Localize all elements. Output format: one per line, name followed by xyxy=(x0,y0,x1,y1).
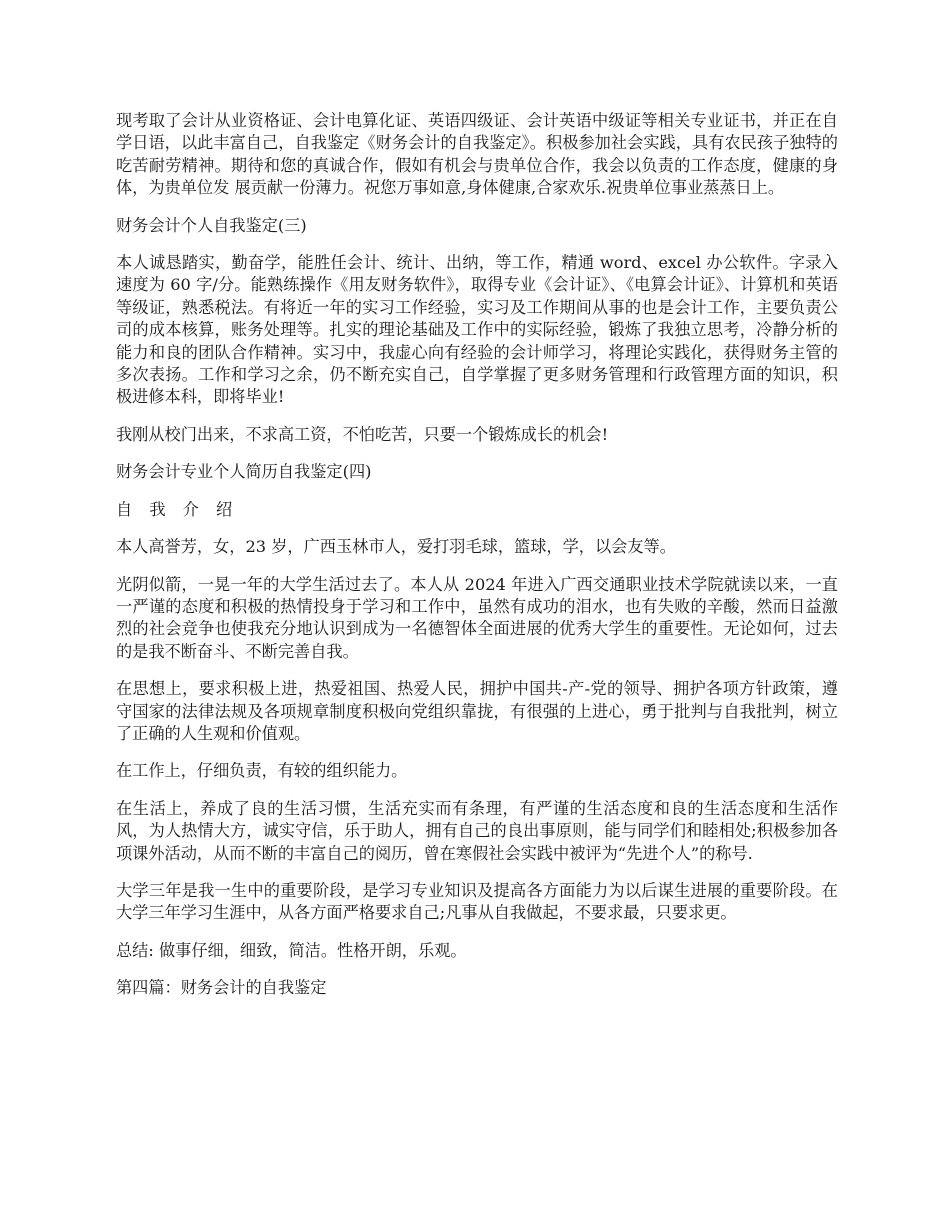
paragraph-three-years: 大学三年是我一生中的重要阶段，是学习专业知识及提高各方面能力为以后谋生进展的重要阶段。在大学三年学习生涯中，从各方面严格要求自己;凡事从自我做起，不要求最，只要求更。 xyxy=(116,880,838,923)
document-page xyxy=(116,110,838,1015)
paragraph-life: 在生活上，养成了良的生活习惯，生活充实而有条理，有严谨的生活态度和良的生活态度和生活作风，为人热情大方，诚实守信，乐于助人，拥有自己的良出事原则，能与同学们和睦相处;积极参加各项课外活动，从而不断的丰富自己的阅历，曾在寒假社会实践中被评为“先进个人”的称号. xyxy=(116,798,838,863)
section-heading-four: 财务会计专业个人简历自我鉴定(四) xyxy=(116,462,372,482)
paragraph-work: 在工作上，仔细负责，有较的组织能力。 xyxy=(116,761,408,781)
paragraph-job-wish: 我刚从校门出来，不求高工资，不怕吃苦，只要一个锻炼成长的机会! xyxy=(116,424,609,444)
paragraph-summary: 总结: 做事仔细，细致，简洁。性格开朗，乐观。 xyxy=(116,940,467,960)
paragraph-personal-info: 本人高誉芳，女，23 岁，广西玉林市人，爱打羽毛球，篮球，学，以会友等。 xyxy=(116,537,676,557)
section-heading-three: 财务会计个人自我鉴定(三) xyxy=(116,215,307,235)
paragraph-certificates-closing: 现考取了会计从业资格证、会计电算化证、英语四级证、会计英语中级证等相关专业证书，并正在自学日语，以此丰富自己，自我鉴定《财务会计的自我鉴定》。积极参加社会实践，具有农民孩子独特的吃苦耐劳精神。期待和您的真诚合作，假如有机会与贵单位合作，我会以负责的工作态度，健康的身体，为贵单位发 展贡献一份薄力。祝您万事如意,身体健康,合家欢乐.祝贵单位事业蒸蒸日上。 xyxy=(116,111,838,198)
chapter-heading-four: 第四篇：财务会计的自我鉴定 xyxy=(116,978,327,998)
self-intro-heading: 自 我 介 绍 xyxy=(116,499,239,519)
paragraph-work-skills: 本人诚恳踏实，勤奋学，能胜任会计、统计、出纳，等工作，精通 word、excel 办公软件。字录入速度为 60 字/分。能熟练操作《用友财务软件》，取得专业《会计证》、《电算会计证》、计算机和英语等级证，熟悉税法。有将近一年的实习工作经验，实习及工作期间从事的也是会计工作，主要负责公司的成本核算，账务处理等。扎实的理论基础及工作中的实际经验，锻炼了我独立思考，冷静分析的能力和良的团队合作精神。实习中，我虚心向有经验的会计师学习，将理论实践化，获得财务主管的多次表扬。工作和学习之余，仍不断充实自己，自学掌握了更多财务管理和行政管理方面的知识，积极进修本科，即将毕业! xyxy=(116,253,838,407)
paragraph-college-life: 光阴似箭，一晃一年的大学生活过去了。本人从 2024 年进入广西交通职业技术学院就读以来，一直一严谨的态度和积极的热情投身于学习和工作中，虽然有成功的泪水，也有失败的辛酸，然而日益激烈的社会竞争也使我充分地认识到成为一名德智体全面进展的优秀大学生的重要性。无论如何，过去的是我不断奋斗、不断完善自我。 xyxy=(116,574,838,661)
paragraph-ideology: 在思想上，要求积极上进，热爱祖国、热爱人民，拥护中国共-产-党的领导、拥护各项方针政策，遵守国家的法律法规及各项规章制度积极向党组织靠拢，有很强的上进心，勇于批判与自我批判，树立了正确的人生观和价值观。 xyxy=(116,679,838,743)
